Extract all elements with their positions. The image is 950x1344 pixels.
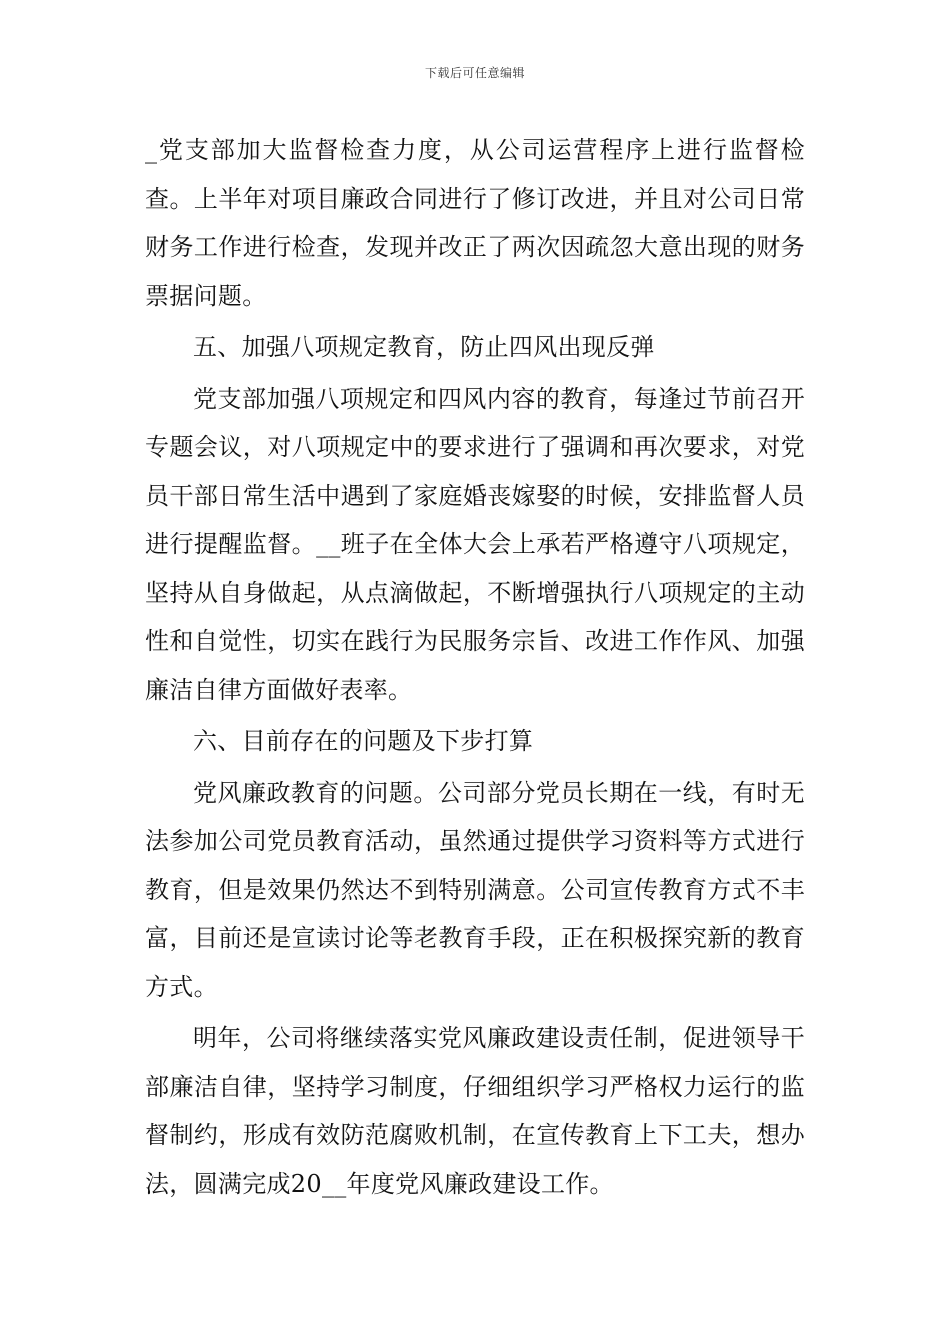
section-heading-five: 五、加强八项规定教育，防止四风出现反弹 [193,333,655,361]
paragraph-supervision: _党支部加大监督检查力度，从公司运营程序上进行监督检查。上半年对项目廉政合同进行了修订改进，并且对公司日常财务工作进行检查，发现并改正了两次因疏忽大意出现的财务票据问题。 [145,136,805,310]
document-body [145,126,805,1208]
page-header-note: 下载后可任意编辑 [424,66,525,80]
paragraph-eight-rules: 党支部加强八项规定和四风内容的教育，每逢过节前召开专题会议，对八项规定中的要求进行了强调和再次要求，对党员干部日常生活中遇到了家庭婚丧嫁娶的时候，安排监督人员进行提醒监督。__班子在全体大会上承若严格遵守八项规定，坚持从自身做起，从点滴做起，不断增强执行八项规定的主动性和自觉性，切实在践行为民服务宗旨、改进工作作风、加强廉洁自律方面做好表率。 [145,384,805,704]
section-heading-six: 六、目前存在的问题及下步打算 [193,727,534,755]
paragraph-next-year-plan: 明年，公司将继续落实党风廉政建设责任制，促进领导干部廉洁自律，坚持学习制度，仔细组织学习严格权力运行的监督制约，形成有效防范腐败机制，在宣传教育上下工夫，想办法，圆满完成20__年度党风廉政建设工作。 [145,1024,805,1198]
paragraph-education-issues: 党风廉政教育的问题。公司部分党员长期在一线，有时无法参加公司党员教育活动，虽然通过提供学习资料等方式进行教育，但是效果仍然达不到特别满意。公司宣传教育方式不丰富，目前还是宣读讨论等老教育手段，正在积极探究新的教育方式。 [145,778,805,1001]
